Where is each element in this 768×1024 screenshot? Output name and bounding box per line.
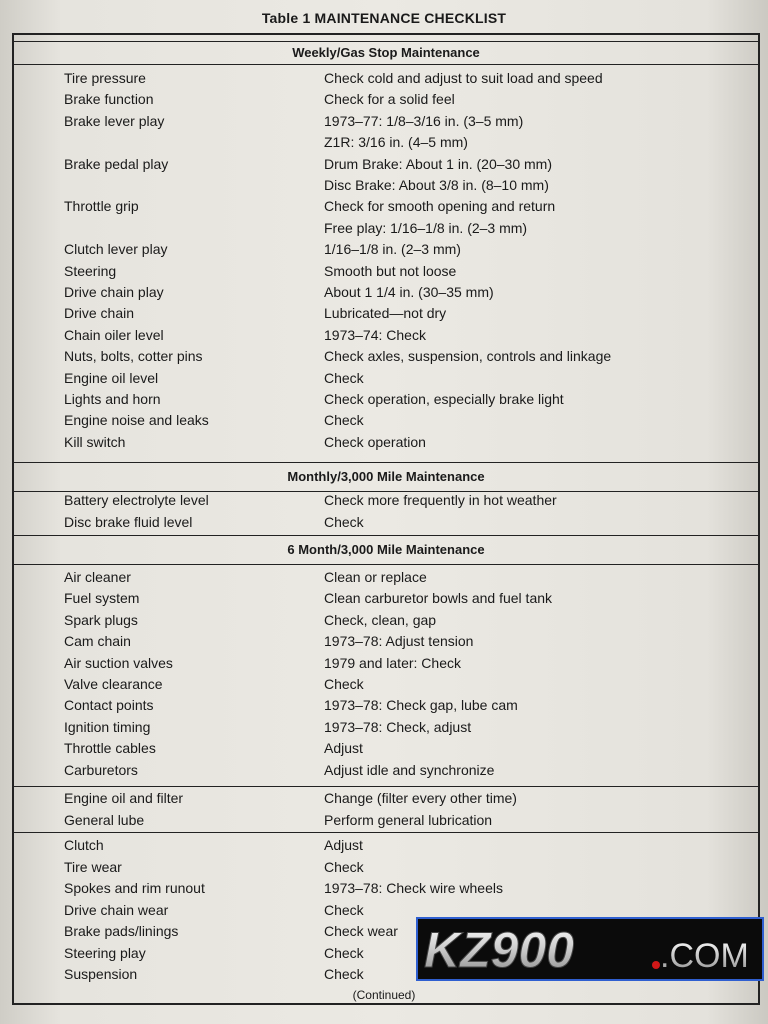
maintenance-action: 1973–78: Check wire wheels (324, 880, 503, 896)
table-row (14, 368, 758, 389)
maintenance-action: 1973–78: Check gap, lube cam (324, 697, 518, 714)
maintenance-action: Check operation (324, 433, 426, 450)
table-row (14, 695, 758, 716)
table-row (14, 346, 758, 367)
maintenance-action: Check (324, 944, 364, 961)
maintenance-action: Check wear (324, 923, 398, 939)
maintenance-action: Check (324, 901, 364, 918)
table-row (14, 810, 758, 831)
maintenance-table (12, 33, 760, 1005)
maintenance-item: Carburetors (64, 761, 138, 778)
maintenance-item: Battery electrolyte level (64, 492, 209, 508)
watermark-logo-graphic (418, 919, 762, 979)
maintenance-action: 1979 and later: Check (324, 654, 461, 671)
maintenance-action: Check more frequently in hot weather (324, 492, 557, 508)
maintenance-item: Engine oil and filter (64, 790, 184, 806)
table-row (14, 261, 758, 282)
maintenance-action: Drum Brake: About 1 in. (20–30 mm) (324, 155, 552, 172)
table-row (14, 717, 758, 738)
table-row (14, 218, 758, 239)
maintenance-item: Brake lever play (64, 112, 165, 129)
maintenance-action: Check, clean, gap (324, 611, 437, 628)
table-row (14, 132, 758, 153)
maintenance-action: Check (324, 676, 364, 692)
table-row (14, 68, 758, 89)
maintenance-action: Clean or replace (324, 569, 427, 585)
maintenance-item: Air cleaner (64, 569, 131, 585)
table-row (14, 111, 758, 132)
table-row (14, 878, 758, 899)
maintenance-action: Lubricated—not dry (324, 305, 447, 322)
maintenance-action: Disc Brake: About 3/8 in. (8–10 mm) (324, 177, 549, 193)
maintenance-item: Clutch (64, 837, 104, 853)
maintenance-item: Ignition timing (64, 718, 151, 735)
watermark-dot (652, 961, 660, 969)
maintenance-item: Throttle grip (64, 198, 139, 215)
table-row (14, 410, 758, 431)
maintenance-item: Drive chain (64, 305, 135, 322)
maintenance-action: Check (324, 513, 364, 530)
maintenance-action: Check (324, 858, 364, 875)
maintenance-action: Change (filter every other time) (324, 790, 517, 806)
maintenance-item: Cam chain (64, 633, 131, 650)
maintenance-action: Check axles, suspension, controls and linkage (324, 348, 612, 365)
maintenance-action: 1973–78: Check, adjust (324, 718, 472, 735)
maintenance-action: 1973–78: Adjust tension (324, 633, 474, 650)
maintenance-item: Brake function (64, 91, 154, 108)
maintenance-action: Check cold and adjust to suit load and speed (324, 70, 603, 86)
maintenance-item: Contact points (64, 697, 154, 714)
maintenance-action: Check operation, especially brake light (324, 391, 564, 407)
maintenance-item: Tire wear (64, 858, 122, 875)
table-row (14, 674, 758, 695)
maintenance-action: Adjust (324, 837, 363, 853)
maintenance-action: Perform general lubrication (324, 811, 493, 828)
maintenance-item: Spark plugs (64, 611, 138, 628)
maintenance-item: Disc brake fluid level (64, 513, 193, 530)
maintenance-action: Clean carburetor bowls and fuel tank (324, 590, 553, 607)
table-row (14, 857, 758, 878)
table-row (14, 835, 758, 856)
maintenance-action: Z1R: 3/16 in. (4–5 mm) (324, 134, 468, 151)
maintenance-item: Engine noise and leaks (64, 412, 209, 429)
table-row (14, 653, 758, 674)
table-row (14, 512, 758, 533)
maintenance-item: Fuel system (64, 590, 140, 607)
maintenance-item: Drive chain play (64, 284, 164, 300)
table-row (14, 567, 758, 588)
maintenance-item: Air suction valves (64, 654, 173, 671)
table-title: Table 1 MAINTENANCE CHECKLIST (261, 10, 507, 26)
maintenance-action: Smooth but not loose (324, 262, 457, 279)
maintenance-item: Steering (64, 262, 117, 279)
table-row (14, 788, 758, 809)
maintenance-item: Valve clearance (64, 676, 163, 692)
table-row (14, 154, 758, 175)
maintenance-item: Steering play (64, 944, 146, 961)
section-heading-6-month: 6 Month/3,000 Mile Maintenance (14, 535, 758, 565)
table-row (14, 325, 758, 346)
maintenance-item: Throttle cables (64, 740, 156, 757)
maintenance-action: 1973–77: 1/8–3/16 in. (3–5 mm) (324, 112, 524, 129)
maintenance-item: Suspension (64, 966, 138, 982)
maintenance-action: Adjust (324, 740, 363, 757)
group-divider (14, 786, 758, 787)
watermark-brand-text: KZ900 (424, 922, 575, 978)
table-row (14, 631, 758, 652)
maintenance-item: Kill switch (64, 433, 126, 450)
table-row (14, 610, 758, 631)
watermark-suffix-text: .COM (660, 937, 749, 975)
maintenance-item: Lights and horn (64, 391, 161, 407)
maintenance-action: Adjust idle and synchronize (324, 761, 495, 778)
maintenance-item: Nuts, bolts, cotter pins (64, 348, 203, 365)
maintenance-action: Check for smooth opening and return (324, 198, 556, 215)
table-row (14, 239, 758, 260)
table-row (14, 89, 758, 110)
maintenance-item: Brake pads/linings (64, 923, 179, 939)
maintenance-action: Check (324, 412, 364, 429)
table-row (14, 432, 758, 453)
table-row (14, 738, 758, 759)
maintenance-action: Check (324, 966, 364, 982)
table-row (14, 490, 758, 511)
maintenance-item: General lube (64, 811, 145, 828)
table-row (14, 196, 758, 217)
maintenance-action: Free play: 1/16–1/8 in. (2–3 mm) (324, 219, 528, 236)
table-row (14, 588, 758, 609)
maintenance-item: Tire pressure (64, 70, 146, 86)
maintenance-action: Check for a solid feel (324, 91, 455, 108)
maintenance-item: Brake pedal play (64, 155, 169, 172)
table-row (14, 760, 758, 781)
section-heading-weekly: Weekly/Gas Stop Maintenance (14, 41, 758, 65)
maintenance-action: Check (324, 369, 364, 386)
maintenance-action: 1/16–1/8 in. (2–3 mm) (324, 241, 461, 258)
group-divider (14, 832, 758, 833)
table-row (14, 303, 758, 324)
maintenance-item: Spokes and rim runout (64, 880, 205, 896)
maintenance-item: Engine oil level (64, 369, 159, 386)
table-row (14, 389, 758, 410)
maintenance-item: Drive chain wear (64, 901, 169, 918)
maintenance-item: Chain oiler level (64, 326, 164, 343)
maintenance-item: Clutch lever play (64, 241, 168, 258)
table-row (14, 175, 758, 196)
continued-note: (Continued) (352, 988, 416, 1002)
maintenance-action: 1973–74: Check (324, 326, 426, 343)
table-row (14, 282, 758, 303)
watermark-logo (416, 917, 764, 981)
section-heading-monthly: Monthly/3,000 Mile Maintenance (14, 462, 758, 492)
maintenance-action: About 1 1/4 in. (30–35 mm) (324, 284, 494, 300)
